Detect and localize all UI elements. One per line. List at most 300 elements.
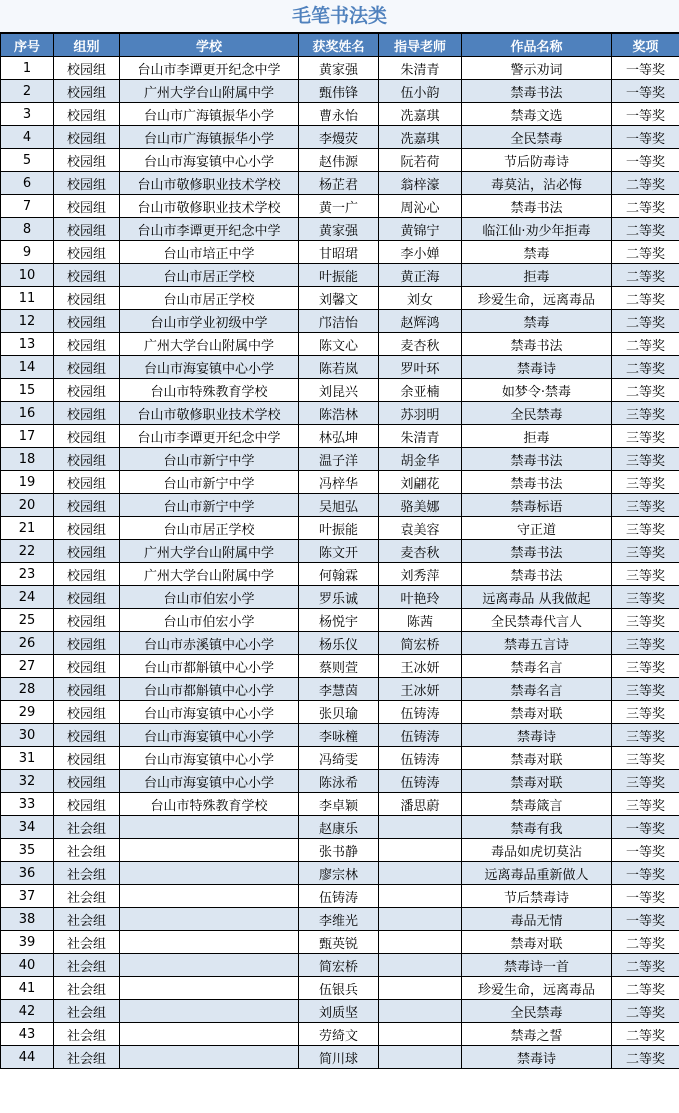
cell-teacher[interactable]: 伍小韵 xyxy=(379,80,462,103)
cell-work[interactable]: 禁毒诗 xyxy=(462,1046,612,1069)
cell-teacher[interactable]: 周沁心 xyxy=(379,195,462,218)
cell-group[interactable]: 校园组 xyxy=(54,218,120,241)
cell-award[interactable]: 三等奖 xyxy=(612,586,679,609)
cell-group[interactable]: 校园组 xyxy=(54,264,120,287)
cell-award[interactable]: 二等奖 xyxy=(612,287,679,310)
cell-award[interactable]: 二等奖 xyxy=(612,1000,679,1023)
cell-award[interactable]: 一等奖 xyxy=(612,149,679,172)
cell-teacher[interactable]: 李小婵 xyxy=(379,241,462,264)
cell-index[interactable]: 44 xyxy=(1,1046,54,1069)
cell-work[interactable]: 全民禁毒 xyxy=(462,1000,612,1023)
cell-work[interactable]: 禁毒之誓 xyxy=(462,1023,612,1046)
cell-group[interactable]: 校园组 xyxy=(54,724,120,747)
cell-winner[interactable]: 简川球 xyxy=(299,1046,379,1069)
cell-group[interactable]: 校园组 xyxy=(54,333,120,356)
cell-work[interactable]: 拒毒 xyxy=(462,264,612,287)
header-cell-winner[interactable]: 获奖姓名 xyxy=(299,34,379,57)
cell-school[interactable] xyxy=(120,839,299,862)
cell-winner[interactable]: 刘昆兴 xyxy=(299,379,379,402)
cell-award[interactable]: 一等奖 xyxy=(612,80,679,103)
cell-work[interactable]: 毒品无情 xyxy=(462,908,612,931)
cell-index[interactable]: 31 xyxy=(1,747,54,770)
cell-award[interactable]: 二等奖 xyxy=(612,195,679,218)
cell-winner[interactable]: 甘昭珺 xyxy=(299,241,379,264)
header-cell-award[interactable]: 奖项 xyxy=(612,34,679,57)
cell-teacher[interactable]: 袁美容 xyxy=(379,517,462,540)
cell-teacher[interactable]: 骆美娜 xyxy=(379,494,462,517)
cell-index[interactable]: 40 xyxy=(1,954,54,977)
cell-school[interactable]: 台山市海宴镇中心小学 xyxy=(120,724,299,747)
cell-award[interactable]: 三等奖 xyxy=(612,724,679,747)
cell-index[interactable]: 3 xyxy=(1,103,54,126)
cell-teacher[interactable] xyxy=(379,816,462,839)
cell-index[interactable]: 35 xyxy=(1,839,54,862)
cell-winner[interactable]: 黄家强 xyxy=(299,57,379,80)
cell-award[interactable]: 一等奖 xyxy=(612,103,679,126)
cell-teacher[interactable] xyxy=(379,1023,462,1046)
cell-winner[interactable]: 廖宗林 xyxy=(299,862,379,885)
cell-work[interactable]: 禁毒 xyxy=(462,241,612,264)
cell-teacher[interactable] xyxy=(379,1000,462,1023)
cell-award[interactable]: 二等奖 xyxy=(612,172,679,195)
cell-award[interactable]: 三等奖 xyxy=(612,678,679,701)
cell-group[interactable]: 社会组 xyxy=(54,839,120,862)
cell-school[interactable]: 台山市海宴镇中心小学 xyxy=(120,356,299,379)
cell-index[interactable]: 11 xyxy=(1,287,54,310)
cell-winner[interactable]: 李熳荧 xyxy=(299,126,379,149)
cell-teacher[interactable]: 阮若荷 xyxy=(379,149,462,172)
cell-winner[interactable]: 陈文开 xyxy=(299,540,379,563)
cell-index[interactable]: 41 xyxy=(1,977,54,1000)
cell-work[interactable]: 拒毒 xyxy=(462,425,612,448)
cell-work[interactable]: 禁毒书法 xyxy=(462,540,612,563)
cell-winner[interactable]: 冯梓华 xyxy=(299,471,379,494)
cell-teacher[interactable]: 朱清青 xyxy=(379,425,462,448)
cell-teacher[interactable]: 赵辉鸿 xyxy=(379,310,462,333)
cell-group[interactable]: 校园组 xyxy=(54,103,120,126)
cell-group[interactable]: 校园组 xyxy=(54,195,120,218)
cell-award[interactable]: 二等奖 xyxy=(612,356,679,379)
cell-work[interactable]: 全民禁毒代言人 xyxy=(462,609,612,632)
cell-teacher[interactable]: 麦杏秋 xyxy=(379,333,462,356)
cell-group[interactable]: 校园组 xyxy=(54,425,120,448)
cell-award[interactable]: 二等奖 xyxy=(612,1023,679,1046)
cell-group[interactable]: 社会组 xyxy=(54,885,120,908)
cell-work[interactable]: 节后禁毒诗 xyxy=(462,885,612,908)
cell-school[interactable] xyxy=(120,885,299,908)
cell-index[interactable]: 36 xyxy=(1,862,54,885)
cell-school[interactable] xyxy=(120,816,299,839)
cell-teacher[interactable]: 简宏桥 xyxy=(379,632,462,655)
cell-teacher[interactable]: 冼嘉琪 xyxy=(379,126,462,149)
cell-work[interactable]: 禁毒标语 xyxy=(462,494,612,517)
cell-teacher[interactable] xyxy=(379,839,462,862)
cell-teacher[interactable]: 刘女 xyxy=(379,287,462,310)
cell-index[interactable]: 30 xyxy=(1,724,54,747)
cell-winner[interactable]: 李慧茵 xyxy=(299,678,379,701)
cell-winner[interactable]: 罗乐诚 xyxy=(299,586,379,609)
cell-index[interactable]: 2 xyxy=(1,80,54,103)
cell-group[interactable]: 社会组 xyxy=(54,1046,120,1069)
cell-group[interactable]: 社会组 xyxy=(54,908,120,931)
cell-group[interactable]: 校园组 xyxy=(54,540,120,563)
cell-work[interactable]: 禁毒对联 xyxy=(462,931,612,954)
cell-group[interactable]: 校园组 xyxy=(54,609,120,632)
cell-work[interactable]: 警示劝词 xyxy=(462,57,612,80)
cell-award[interactable]: 三等奖 xyxy=(612,747,679,770)
cell-group[interactable]: 校园组 xyxy=(54,126,120,149)
cell-winner[interactable]: 甄英锐 xyxy=(299,931,379,954)
cell-winner[interactable]: 李咏橦 xyxy=(299,724,379,747)
cell-teacher[interactable]: 罗叶环 xyxy=(379,356,462,379)
cell-index[interactable]: 14 xyxy=(1,356,54,379)
cell-index[interactable]: 17 xyxy=(1,425,54,448)
cell-index[interactable]: 8 xyxy=(1,218,54,241)
cell-winner[interactable]: 杨悦宇 xyxy=(299,609,379,632)
cell-group[interactable]: 社会组 xyxy=(54,1023,120,1046)
cell-group[interactable]: 校园组 xyxy=(54,678,120,701)
cell-school[interactable]: 台山市居正学校 xyxy=(120,287,299,310)
cell-work[interactable]: 禁毒书法 xyxy=(462,563,612,586)
cell-winner[interactable]: 温子洋 xyxy=(299,448,379,471)
cell-work[interactable]: 全民禁毒 xyxy=(462,126,612,149)
cell-work[interactable]: 禁毒书法 xyxy=(462,333,612,356)
cell-index[interactable]: 34 xyxy=(1,816,54,839)
cell-award[interactable]: 三等奖 xyxy=(612,609,679,632)
cell-group[interactable]: 校园组 xyxy=(54,310,120,333)
cell-award[interactable]: 三等奖 xyxy=(612,632,679,655)
cell-award[interactable]: 三等奖 xyxy=(612,494,679,517)
cell-teacher[interactable]: 冼嘉琪 xyxy=(379,103,462,126)
cell-winner[interactable]: 黄一广 xyxy=(299,195,379,218)
cell-school[interactable]: 台山市赤溪镇中心小学 xyxy=(120,632,299,655)
cell-group[interactable]: 校园组 xyxy=(54,287,120,310)
cell-winner[interactable]: 甄伟锋 xyxy=(299,80,379,103)
cell-group[interactable]: 校园组 xyxy=(54,701,120,724)
cell-school[interactable]: 台山市敬修职业技术学校 xyxy=(120,402,299,425)
cell-school[interactable] xyxy=(120,954,299,977)
cell-work[interactable]: 禁毒文选 xyxy=(462,103,612,126)
cell-group[interactable]: 校园组 xyxy=(54,448,120,471)
cell-group[interactable]: 社会组 xyxy=(54,977,120,1000)
cell-index[interactable]: 28 xyxy=(1,678,54,701)
cell-award[interactable]: 二等奖 xyxy=(612,333,679,356)
cell-award[interactable]: 一等奖 xyxy=(612,126,679,149)
cell-winner[interactable]: 张书静 xyxy=(299,839,379,862)
cell-group[interactable]: 校园组 xyxy=(54,379,120,402)
cell-teacher[interactable]: 黄锦宁 xyxy=(379,218,462,241)
cell-winner[interactable]: 冯绮雯 xyxy=(299,747,379,770)
cell-index[interactable]: 27 xyxy=(1,655,54,678)
cell-work[interactable]: 全民禁毒 xyxy=(462,402,612,425)
header-cell-group[interactable]: 组别 xyxy=(54,34,120,57)
cell-school[interactable]: 台山市李谭更开纪念中学 xyxy=(120,425,299,448)
cell-index[interactable]: 26 xyxy=(1,632,54,655)
cell-winner[interactable]: 林弘坤 xyxy=(299,425,379,448)
cell-award[interactable]: 三等奖 xyxy=(612,425,679,448)
cell-index[interactable]: 10 xyxy=(1,264,54,287)
cell-index[interactable]: 18 xyxy=(1,448,54,471)
cell-index[interactable]: 9 xyxy=(1,241,54,264)
cell-group[interactable]: 校园组 xyxy=(54,241,120,264)
cell-index[interactable]: 1 xyxy=(1,57,54,80)
cell-group[interactable]: 校园组 xyxy=(54,402,120,425)
cell-winner[interactable]: 劳绮文 xyxy=(299,1023,379,1046)
cell-teacher[interactable]: 胡金华 xyxy=(379,448,462,471)
cell-winner[interactable]: 邝洁怡 xyxy=(299,310,379,333)
cell-award[interactable]: 三等奖 xyxy=(612,540,679,563)
cell-award[interactable]: 三等奖 xyxy=(612,793,679,816)
cell-index[interactable]: 37 xyxy=(1,885,54,908)
cell-group[interactable]: 社会组 xyxy=(54,816,120,839)
cell-index[interactable]: 6 xyxy=(1,172,54,195)
cell-winner[interactable]: 赵伟源 xyxy=(299,149,379,172)
cell-award[interactable]: 二等奖 xyxy=(612,264,679,287)
cell-work[interactable]: 毒品如虎切莫沾 xyxy=(462,839,612,862)
cell-school[interactable]: 台山市李谭更开纪念中学 xyxy=(120,57,299,80)
cell-winner[interactable]: 赵康乐 xyxy=(299,816,379,839)
cell-award[interactable]: 二等奖 xyxy=(612,218,679,241)
cell-award[interactable]: 三等奖 xyxy=(612,563,679,586)
cell-school[interactable]: 台山市特殊教育学校 xyxy=(120,793,299,816)
cell-winner[interactable]: 叶振能 xyxy=(299,264,379,287)
cell-teacher[interactable]: 黄正海 xyxy=(379,264,462,287)
cell-winner[interactable]: 吴旭弘 xyxy=(299,494,379,517)
cell-group[interactable]: 社会组 xyxy=(54,1000,120,1023)
cell-school[interactable]: 台山市学业初级中学 xyxy=(120,310,299,333)
cell-school[interactable]: 台山市都斛镇中心小学 xyxy=(120,678,299,701)
header-cell-work[interactable]: 作品名称 xyxy=(462,34,612,57)
cell-teacher[interactable]: 王冰妍 xyxy=(379,678,462,701)
cell-winner[interactable]: 李维光 xyxy=(299,908,379,931)
cell-teacher[interactable]: 刘秀萍 xyxy=(379,563,462,586)
cell-school[interactable]: 广州大学台山附属中学 xyxy=(120,540,299,563)
cell-teacher[interactable] xyxy=(379,1046,462,1069)
cell-school[interactable]: 台山市李谭更开纪念中学 xyxy=(120,218,299,241)
cell-work[interactable]: 禁毒书法 xyxy=(462,471,612,494)
cell-winner[interactable]: 伍铸涛 xyxy=(299,885,379,908)
cell-index[interactable]: 39 xyxy=(1,931,54,954)
cell-award[interactable]: 三等奖 xyxy=(612,517,679,540)
cell-winner[interactable]: 黄家强 xyxy=(299,218,379,241)
cell-school[interactable]: 台山市居正学校 xyxy=(120,264,299,287)
cell-index[interactable]: 20 xyxy=(1,494,54,517)
cell-teacher[interactable]: 陈茜 xyxy=(379,609,462,632)
cell-index[interactable]: 12 xyxy=(1,310,54,333)
cell-work[interactable]: 节后防毒诗 xyxy=(462,149,612,172)
cell-teacher[interactable] xyxy=(379,862,462,885)
cell-award[interactable]: 二等奖 xyxy=(612,954,679,977)
cell-index[interactable]: 22 xyxy=(1,540,54,563)
cell-award[interactable]: 一等奖 xyxy=(612,885,679,908)
header-cell-teacher[interactable]: 指导老师 xyxy=(379,34,462,57)
cell-school[interactable]: 台山市都斛镇中心小学 xyxy=(120,655,299,678)
cell-work[interactable]: 守正道 xyxy=(462,517,612,540)
cell-award[interactable]: 一等奖 xyxy=(612,57,679,80)
cell-winner[interactable]: 叶振能 xyxy=(299,517,379,540)
cell-teacher[interactable]: 余亚楠 xyxy=(379,379,462,402)
cell-index[interactable]: 23 xyxy=(1,563,54,586)
cell-teacher[interactable]: 伍铸涛 xyxy=(379,747,462,770)
cell-award[interactable]: 三等奖 xyxy=(612,655,679,678)
cell-work[interactable]: 禁毒书法 xyxy=(462,195,612,218)
cell-group[interactable]: 校园组 xyxy=(54,586,120,609)
cell-teacher[interactable]: 朱清青 xyxy=(379,57,462,80)
cell-award[interactable]: 一等奖 xyxy=(612,839,679,862)
cell-teacher[interactable]: 麦杏秋 xyxy=(379,540,462,563)
cell-school[interactable]: 台山市伯宏小学 xyxy=(120,609,299,632)
cell-school[interactable] xyxy=(120,1023,299,1046)
cell-school[interactable]: 台山市居正学校 xyxy=(120,517,299,540)
cell-work[interactable]: 临江仙·劝少年拒毒 xyxy=(462,218,612,241)
cell-teacher[interactable] xyxy=(379,931,462,954)
cell-work[interactable]: 禁毒箴言 xyxy=(462,793,612,816)
cell-work[interactable]: 禁毒诗一首 xyxy=(462,954,612,977)
cell-teacher[interactable]: 叶艳玲 xyxy=(379,586,462,609)
cell-group[interactable]: 校园组 xyxy=(54,471,120,494)
cell-school[interactable]: 台山市新宁中学 xyxy=(120,448,299,471)
cell-winner[interactable]: 刘质坚 xyxy=(299,1000,379,1023)
cell-group[interactable]: 社会组 xyxy=(54,954,120,977)
cell-index[interactable]: 5 xyxy=(1,149,54,172)
cell-school[interactable]: 台山市新宁中学 xyxy=(120,494,299,517)
cell-group[interactable]: 校园组 xyxy=(54,563,120,586)
header-cell-school[interactable]: 学校 xyxy=(120,34,299,57)
cell-winner[interactable]: 陈泳希 xyxy=(299,770,379,793)
cell-work[interactable]: 禁毒五言诗 xyxy=(462,632,612,655)
cell-school[interactable]: 台山市海宴镇中心小学 xyxy=(120,770,299,793)
cell-winner[interactable]: 杨芷君 xyxy=(299,172,379,195)
cell-award[interactable]: 二等奖 xyxy=(612,1046,679,1069)
cell-index[interactable]: 19 xyxy=(1,471,54,494)
cell-winner[interactable]: 杨乐仪 xyxy=(299,632,379,655)
cell-work[interactable]: 禁毒有我 xyxy=(462,816,612,839)
cell-index[interactable]: 15 xyxy=(1,379,54,402)
cell-index[interactable]: 29 xyxy=(1,701,54,724)
cell-group[interactable]: 校园组 xyxy=(54,494,120,517)
cell-school[interactable]: 台山市伯宏小学 xyxy=(120,586,299,609)
cell-group[interactable]: 校园组 xyxy=(54,172,120,195)
cell-index[interactable]: 4 xyxy=(1,126,54,149)
cell-work[interactable]: 禁毒诗 xyxy=(462,356,612,379)
cell-school[interactable]: 台山市海宴镇中心小学 xyxy=(120,149,299,172)
cell-school[interactable] xyxy=(120,908,299,931)
cell-school[interactable] xyxy=(120,1000,299,1023)
cell-group[interactable]: 校园组 xyxy=(54,80,120,103)
cell-group[interactable]: 校园组 xyxy=(54,57,120,80)
cell-group[interactable]: 社会组 xyxy=(54,931,120,954)
cell-work[interactable]: 远离毒品重新做人 xyxy=(462,862,612,885)
cell-award[interactable]: 一等奖 xyxy=(612,816,679,839)
cell-work[interactable]: 禁毒书法 xyxy=(462,448,612,471)
cell-school[interactable]: 台山市广海镇振华小学 xyxy=(120,103,299,126)
cell-award[interactable]: 三等奖 xyxy=(612,770,679,793)
cell-teacher[interactable]: 伍铸涛 xyxy=(379,701,462,724)
cell-school[interactable]: 广州大学台山附属中学 xyxy=(120,333,299,356)
cell-teacher[interactable]: 伍铸涛 xyxy=(379,770,462,793)
cell-school[interactable] xyxy=(120,931,299,954)
cell-group[interactable]: 校园组 xyxy=(54,770,120,793)
cell-teacher[interactable]: 刘翩花 xyxy=(379,471,462,494)
cell-award[interactable]: 二等奖 xyxy=(612,977,679,1000)
cell-winner[interactable]: 陈若岚 xyxy=(299,356,379,379)
cell-teacher[interactable] xyxy=(379,885,462,908)
cell-group[interactable]: 校园组 xyxy=(54,517,120,540)
cell-work[interactable]: 远离毒品 从我做起 xyxy=(462,586,612,609)
cell-award[interactable]: 一等奖 xyxy=(612,908,679,931)
cell-index[interactable]: 38 xyxy=(1,908,54,931)
cell-school[interactable]: 台山市海宴镇中心小学 xyxy=(120,747,299,770)
cell-winner[interactable]: 简宏桥 xyxy=(299,954,379,977)
cell-award[interactable]: 三等奖 xyxy=(612,402,679,425)
cell-school[interactable]: 台山市敬修职业技术学校 xyxy=(120,172,299,195)
cell-winner[interactable]: 刘馨文 xyxy=(299,287,379,310)
cell-award[interactable]: 三等奖 xyxy=(612,448,679,471)
cell-work[interactable]: 禁毒名言 xyxy=(462,655,612,678)
cell-work[interactable]: 珍爱生命，远离毒品 xyxy=(462,287,612,310)
cell-school[interactable]: 台山市广海镇振华小学 xyxy=(120,126,299,149)
cell-school[interactable] xyxy=(120,977,299,1000)
cell-winner[interactable]: 蔡则萱 xyxy=(299,655,379,678)
cell-winner[interactable]: 陈浩林 xyxy=(299,402,379,425)
cell-school[interactable]: 台山市培正中学 xyxy=(120,241,299,264)
cell-work[interactable]: 禁毒对联 xyxy=(462,747,612,770)
cell-school[interactable]: 广州大学台山附属中学 xyxy=(120,80,299,103)
cell-school[interactable]: 台山市特殊教育学校 xyxy=(120,379,299,402)
cell-index[interactable]: 7 xyxy=(1,195,54,218)
header-cell-index[interactable]: 序号 xyxy=(1,34,54,57)
cell-group[interactable]: 校园组 xyxy=(54,149,120,172)
cell-work[interactable]: 珍爱生命，远离毒品 xyxy=(462,977,612,1000)
cell-award[interactable]: 二等奖 xyxy=(612,931,679,954)
cell-school[interactable]: 广州大学台山附属中学 xyxy=(120,563,299,586)
cell-work[interactable]: 禁毒书法 xyxy=(462,80,612,103)
cell-index[interactable]: 43 xyxy=(1,1023,54,1046)
cell-winner[interactable]: 李卓颖 xyxy=(299,793,379,816)
cell-school[interactable]: 台山市敬修职业技术学校 xyxy=(120,195,299,218)
cell-teacher[interactable]: 伍铸涛 xyxy=(379,724,462,747)
cell-teacher[interactable]: 翁梓濠 xyxy=(379,172,462,195)
cell-teacher[interactable]: 苏羽明 xyxy=(379,402,462,425)
cell-index[interactable]: 25 xyxy=(1,609,54,632)
cell-work[interactable]: 如梦令·禁毒 xyxy=(462,379,612,402)
cell-index[interactable]: 24 xyxy=(1,586,54,609)
cell-award[interactable]: 一等奖 xyxy=(612,862,679,885)
cell-index[interactable]: 33 xyxy=(1,793,54,816)
cell-winner[interactable]: 张贝瑜 xyxy=(299,701,379,724)
cell-winner[interactable]: 何翰霖 xyxy=(299,563,379,586)
cell-award[interactable]: 二等奖 xyxy=(612,379,679,402)
cell-work[interactable]: 禁毒诗 xyxy=(462,724,612,747)
cell-work[interactable]: 禁毒名言 xyxy=(462,678,612,701)
cell-winner[interactable]: 曹永怡 xyxy=(299,103,379,126)
cell-school[interactable]: 台山市新宁中学 xyxy=(120,471,299,494)
cell-award[interactable]: 三等奖 xyxy=(612,471,679,494)
cell-group[interactable]: 校园组 xyxy=(54,632,120,655)
cell-teacher[interactable] xyxy=(379,908,462,931)
cell-work[interactable]: 禁毒对联 xyxy=(462,770,612,793)
cell-award[interactable]: 三等奖 xyxy=(612,701,679,724)
cell-winner[interactable]: 伍银兵 xyxy=(299,977,379,1000)
cell-award[interactable]: 二等奖 xyxy=(612,241,679,264)
cell-group[interactable]: 校园组 xyxy=(54,793,120,816)
cell-school[interactable]: 台山市海宴镇中心小学 xyxy=(120,701,299,724)
cell-teacher[interactable]: 潘思蔚 xyxy=(379,793,462,816)
cell-teacher[interactable] xyxy=(379,977,462,1000)
cell-index[interactable]: 42 xyxy=(1,1000,54,1023)
cell-teacher[interactable] xyxy=(379,954,462,977)
cell-index[interactable]: 13 xyxy=(1,333,54,356)
